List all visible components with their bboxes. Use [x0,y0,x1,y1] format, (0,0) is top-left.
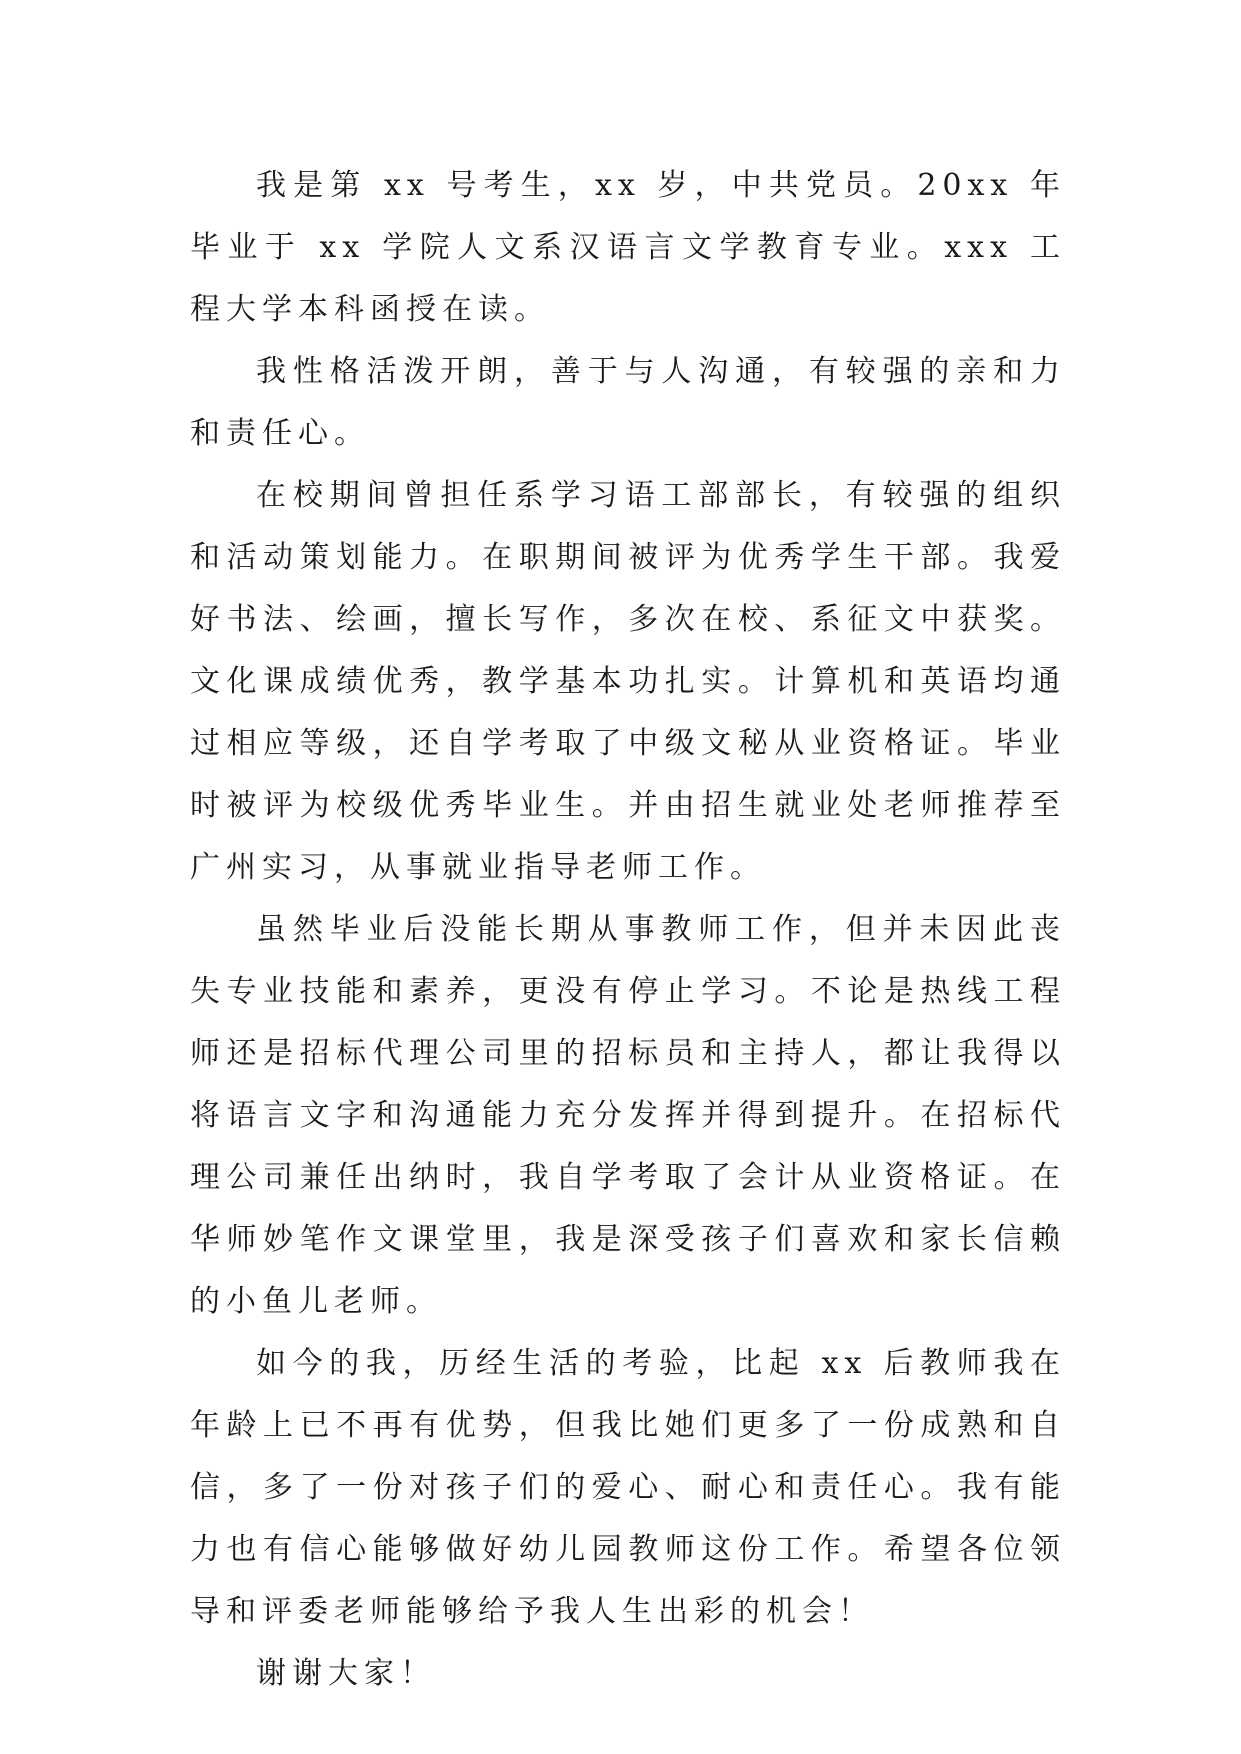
paragraph-work-experience: 虽然毕业后没能长期从事教师工作，但并未因此丧失专业技能和素养，更没有停止学习。不论是热线工程师还是招标代理公司里的招标员和主持人，都让我得以将语言文字和沟通能力充分发挥并得到提升。在招标代理公司兼任出纳时，我自学考取了会计从业资格证。在华师妙笔作文课堂里，我是深受孩子们喜欢和家长信赖的小鱼儿老师。 [190,912,1066,1319]
document-body [190,155,1066,1705]
paragraph-intro: 我是第 xx 号考生，xx 岁，中共党员。20xx 年毕业于 xx 学院人文系汉语言文学教育专业。xxx 工程大学本科函授在读。 [190,168,1066,327]
paragraph-thanks: 谢谢大家！ [256,1656,436,1691]
paragraph-conclusion: 如今的我，历经生活的考验，比起 xx 后教师我在年龄上已不再有优势，但我比她们更多了一份成熟和自信，多了一份对孩子们的爱心、耐心和责任心。我有能力也有信心能够做好幼儿园教师这份工作。希望各位领导和评委老师能够给予我人生出彩的机会！ [190,1346,1066,1629]
paragraph-personality: 我性格活泼开朗，善于与人沟通，有较强的亲和力和责任心。 [190,354,1066,451]
paragraph-school-experience: 在校期间曾担任系学习语工部部长，有较强的组织和活动策划能力。在职期间被评为优秀学生干部。我爱好书法、绘画，擅长写作，多次在校、系征文中获奖。文化课成绩优秀，教学基本功扎实。计算机和英语均通过相应等级，还自学考取了中级文秘从业资格证。毕业时被评为校级优秀毕业生。并由招生就业处老师推荐至广州实习，从事就业指导老师工作。 [190,478,1066,885]
